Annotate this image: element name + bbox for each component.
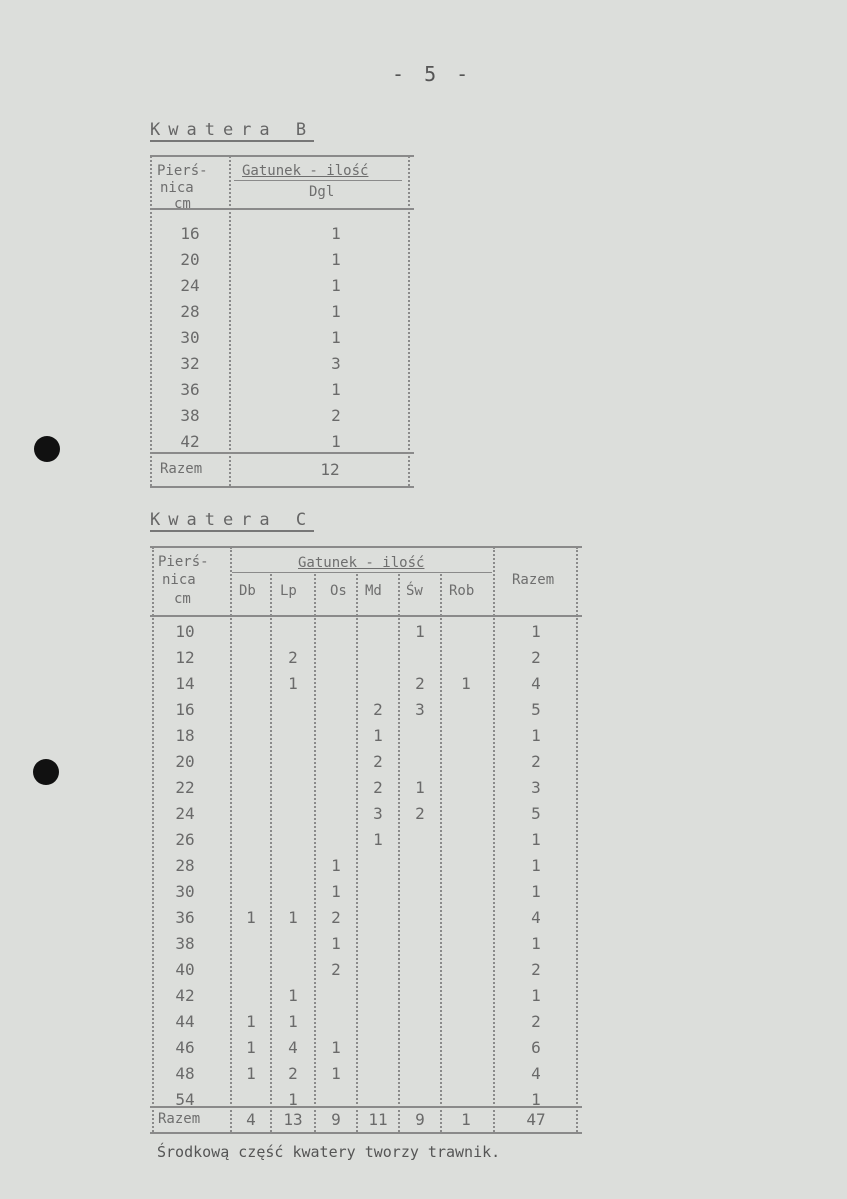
table-c-diameter-cell: 42 xyxy=(175,986,195,1005)
table-c-os-cell: 2 xyxy=(331,960,341,979)
table-c-header-rule xyxy=(150,615,582,617)
table-c-razem-cell: 2 xyxy=(531,960,541,979)
table-c-header-species-db: Db xyxy=(239,583,256,599)
table-c-db-cell: 1 xyxy=(246,1038,256,1057)
table-c-diameter-cell: 30 xyxy=(175,882,195,901)
footer-note: Środkową część kwatery tworzy trawnik. xyxy=(157,1143,501,1161)
table-c-total-razem: 47 xyxy=(526,1110,546,1129)
table-c-os-cell: 1 xyxy=(331,934,341,953)
table-c-heading: Kwatera C xyxy=(150,510,315,530)
table-c-lp-cell: 1 xyxy=(288,986,298,1005)
table-c-md-cell: 2 xyxy=(373,778,383,797)
table-c-os-cell: 2 xyxy=(331,908,341,927)
table-c-os-cell: 1 xyxy=(331,1064,341,1083)
table-b-header-species: Dgl xyxy=(309,184,335,200)
table-c-total-rob: 1 xyxy=(461,1110,471,1129)
table-c-lp-cell: 1 xyxy=(288,908,298,927)
table-c-md-cell: 1 xyxy=(373,726,383,745)
table-b-diameter-cell: 30 xyxy=(180,328,200,347)
table-c-razem-cell: 2 xyxy=(531,648,541,667)
table-c-razem-cell: 4 xyxy=(531,1064,541,1083)
table-b-count-cell: 1 xyxy=(331,328,341,347)
punch-hole-bottom xyxy=(33,759,59,785)
table-c-db-cell: 1 xyxy=(246,908,256,927)
table-c-razem-cell: 1 xyxy=(531,856,541,875)
table-c-total-lp: 13 xyxy=(283,1110,303,1129)
table-c-razem-cell: 1 xyxy=(531,1090,541,1109)
table-c-rob-cell: 1 xyxy=(461,674,471,693)
table-c-lp-cell: 2 xyxy=(288,648,298,667)
table-c-razem-cell: 4 xyxy=(531,908,541,927)
table-c-razem-cell: 4 xyxy=(531,674,541,693)
table-c-os-cell: 1 xyxy=(331,856,341,875)
table-c-header-species-sw: Św xyxy=(406,583,423,599)
table-b-bottom-rule xyxy=(150,486,414,488)
table-c-species-rule xyxy=(232,572,492,573)
table-c-header-diameter-1: Pierś- xyxy=(158,554,209,570)
table-c-os-cell: 1 xyxy=(331,882,341,901)
table-b-header-diameter-3: cm xyxy=(174,196,191,212)
table-b-diameter-cell: 32 xyxy=(180,354,200,373)
table-c-diameter-cell: 20 xyxy=(175,752,195,771)
table-c-lp-cell: 1 xyxy=(288,1012,298,1031)
table-b-header-diameter-1: Pierś- xyxy=(157,163,208,179)
table-c-total-md: 11 xyxy=(368,1110,388,1129)
table-c-diameter-cell: 36 xyxy=(175,908,195,927)
table-c-db-cell: 1 xyxy=(246,1064,256,1083)
table-b-total-value: 12 xyxy=(320,460,340,479)
table-b-diameter-cell: 36 xyxy=(180,380,200,399)
table-b-divider xyxy=(229,156,231,486)
table-c-diameter-cell: 54 xyxy=(175,1090,195,1109)
table-c-header-group: Gatunek - ilość xyxy=(298,555,425,571)
table-c-razem-cell: 1 xyxy=(531,934,541,953)
table-c-total-db: 4 xyxy=(246,1110,256,1129)
table-b-diameter-cell: 20 xyxy=(180,250,200,269)
punch-hole-top xyxy=(34,436,60,462)
table-c-razem-cell: 3 xyxy=(531,778,541,797)
table-c-right-border xyxy=(576,547,578,1132)
table-c-diameter-cell: 14 xyxy=(175,674,195,693)
table-b-count-cell: 1 xyxy=(331,432,341,451)
table-b-header-diameter-2: nica xyxy=(160,180,194,196)
table-c-diameter-cell: 28 xyxy=(175,856,195,875)
table-b-count-cell: 1 xyxy=(331,302,341,321)
table-b-count-cell: 1 xyxy=(331,250,341,269)
table-c-os-cell: 1 xyxy=(331,1038,341,1057)
table-c-diameter-cell: 44 xyxy=(175,1012,195,1031)
table-c-diameter-cell: 40 xyxy=(175,960,195,979)
table-c-razem-cell: 2 xyxy=(531,752,541,771)
table-c-header-total: Razem xyxy=(512,572,555,588)
table-c-md-cell: 2 xyxy=(373,752,383,771)
table-c-bottom-rule xyxy=(150,1132,582,1134)
table-c-db-cell: 1 xyxy=(246,1012,256,1031)
table-c-divider-os xyxy=(356,574,358,1132)
table-c-header-diameter-2: nica xyxy=(162,572,196,588)
table-c-diameter-cell: 24 xyxy=(175,804,195,823)
table-c-razem-cell: 1 xyxy=(531,622,541,641)
table-b-count-cell: 1 xyxy=(331,380,341,399)
table-c-razem-cell: 1 xyxy=(531,986,541,1005)
table-b-diameter-cell: 28 xyxy=(180,302,200,321)
table-c-total-os: 9 xyxy=(331,1110,341,1129)
table-c-header-diameter-3: cm xyxy=(174,591,191,607)
table-c-header-species-os: Os xyxy=(330,583,347,599)
table-c-total-sw: 9 xyxy=(415,1110,425,1129)
table-c-lp-cell: 1 xyxy=(288,674,298,693)
table-c-md-cell: 3 xyxy=(373,804,383,823)
table-b-top-rule xyxy=(150,155,414,157)
table-b-count-cell: 1 xyxy=(331,276,341,295)
table-c-sw-cell: 3 xyxy=(415,700,425,719)
table-c-diameter-cell: 18 xyxy=(175,726,195,745)
table-b-diameter-cell: 42 xyxy=(180,432,200,451)
table-b-species-rule xyxy=(234,180,402,181)
table-c-razem-cell: 1 xyxy=(531,726,541,745)
table-c-md-cell: 2 xyxy=(373,700,383,719)
table-c-md-cell: 1 xyxy=(373,830,383,849)
table-b-diameter-cell: 16 xyxy=(180,224,200,243)
table-c-diameter-cell: 26 xyxy=(175,830,195,849)
table-c-lp-cell: 2 xyxy=(288,1064,298,1083)
table-b-count-cell: 1 xyxy=(331,224,341,243)
table-b-count-cell: 2 xyxy=(331,406,341,425)
table-b-heading: Kwatera B xyxy=(150,120,315,140)
page-number: - 5 - xyxy=(392,62,473,86)
table-b-right-border xyxy=(408,156,410,486)
table-c-razem-cell: 5 xyxy=(531,700,541,719)
table-c-razem-cell: 5 xyxy=(531,804,541,823)
table-c-sw-cell: 1 xyxy=(415,778,425,797)
table-c-diameter-cell: 38 xyxy=(175,934,195,953)
table-b-total-label: Razem xyxy=(160,461,203,477)
table-c-diameter-cell: 48 xyxy=(175,1064,195,1083)
table-c-sw-cell: 2 xyxy=(415,674,425,693)
table-b-diameter-cell: 24 xyxy=(180,276,200,295)
table-b-header-group: Gatunek - ilość xyxy=(242,163,369,179)
table-c-razem-cell: 1 xyxy=(531,882,541,901)
table-c-divider-md xyxy=(398,574,400,1132)
table-c-razem-cell: 1 xyxy=(531,830,541,849)
table-b-diameter-cell: 38 xyxy=(180,406,200,425)
table-c-lp-cell: 1 xyxy=(288,1090,298,1109)
table-c-divider-sw xyxy=(440,574,442,1132)
table-c-lp-cell: 4 xyxy=(288,1038,298,1057)
table-c-header-species-lp: Lp xyxy=(280,583,297,599)
table-c-total-label: Razem xyxy=(158,1111,201,1127)
table-b-count-cell: 3 xyxy=(331,354,341,373)
table-c-sw-cell: 1 xyxy=(415,622,425,641)
table-c-razem-cell: 2 xyxy=(531,1012,541,1031)
table-c-header-species-rob: Rob xyxy=(449,583,475,599)
table-c-diameter-cell: 22 xyxy=(175,778,195,797)
table-c-divider-rob xyxy=(493,547,495,1132)
table-b-left-border xyxy=(150,156,152,486)
table-c-diameter-cell: 16 xyxy=(175,700,195,719)
table-c-header-species-md: Md xyxy=(365,583,382,599)
table-c-diameter-cell: 10 xyxy=(175,622,195,641)
table-c-top-rule xyxy=(150,546,582,548)
table-c-left-border xyxy=(152,547,154,1132)
table-c-diameter-cell: 46 xyxy=(175,1038,195,1057)
table-c-diameter-cell: 12 xyxy=(175,648,195,667)
table-c-sw-cell: 2 xyxy=(415,804,425,823)
table-c-razem-cell: 6 xyxy=(531,1038,541,1057)
table-b-total-rule xyxy=(150,452,414,454)
